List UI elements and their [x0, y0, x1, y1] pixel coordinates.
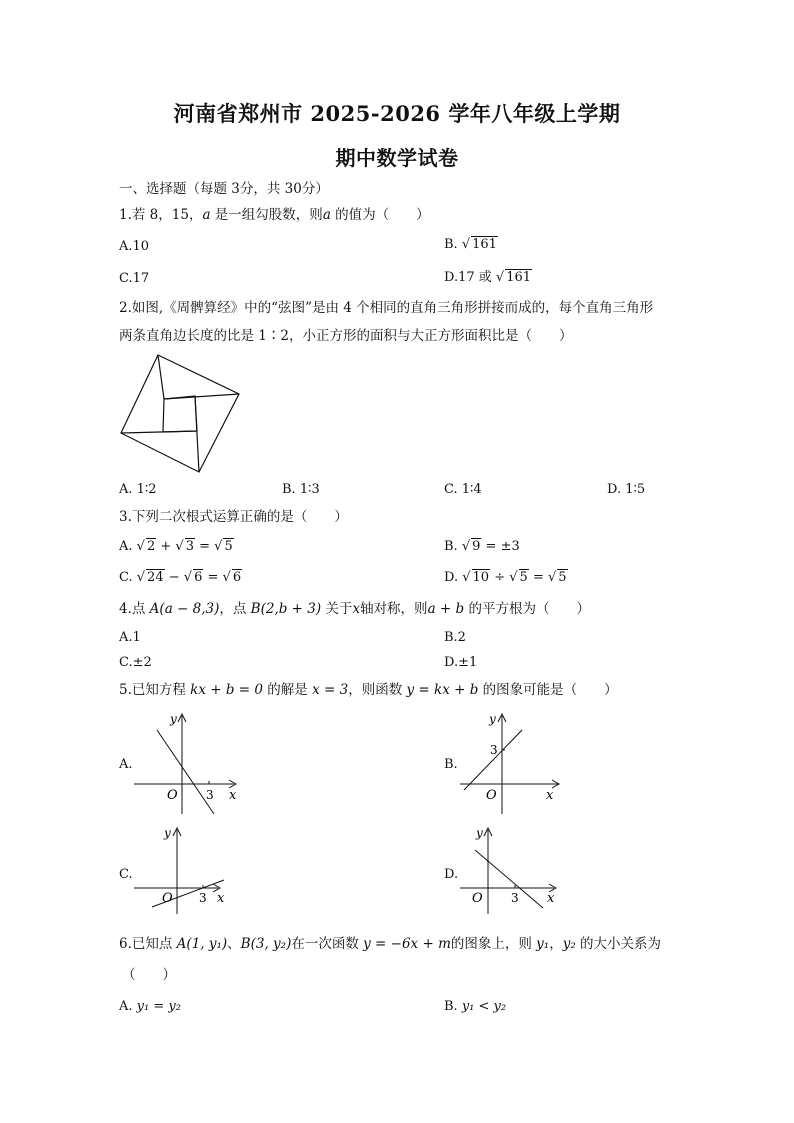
tick-label: 3 [490, 743, 498, 757]
origin-label: O [472, 891, 483, 906]
exam-subtitle: 期中数学试卷 [335, 146, 459, 170]
equation: x = 3 [312, 682, 349, 698]
question-2-stem-line1: 2.如图,《周髀算经》中的“弦图”是由 4 个相同的直角三角形拼接而成的，每个直角三角形 [119, 300, 654, 316]
q1-option-a: A.10 [119, 239, 150, 254]
var-y2: y₂ [562, 936, 576, 952]
y-label: y [170, 712, 177, 726]
q4-text: 4.点 [119, 601, 150, 617]
question-3-stem: 3.下列二次根式运算正确的是（ ） [119, 509, 348, 525]
expression: a + b [427, 601, 465, 617]
function: y = −6x + m [363, 936, 451, 952]
option-label: C. [119, 570, 137, 585]
big-square [121, 355, 239, 472]
q2-option-c: C. 1∶4 [444, 482, 482, 497]
radicand: 161 [506, 270, 532, 285]
q5-graph-d [458, 824, 566, 916]
q1-var: a [202, 207, 211, 223]
operator: ÷ [490, 570, 510, 585]
operator: − [164, 570, 184, 585]
point-a: A(a − 8,3) [149, 601, 220, 617]
equation: y = kx + b [406, 682, 479, 698]
var-y1: y₁ [536, 936, 550, 952]
q6-text: ， [549, 936, 563, 952]
q4-text: 轴对称，则 [360, 601, 428, 617]
option-label: D.17 或 [444, 270, 496, 285]
q5-graph-c [132, 824, 232, 916]
q6-option-b [444, 998, 506, 1016]
q3-option-c: C. √ 24 − √ 6 = √ 6 [119, 570, 242, 585]
function-line [464, 730, 522, 790]
q5-graph-a [132, 710, 244, 818]
origin-label: O [162, 891, 173, 906]
q1-text: 的值为（ ） [330, 207, 430, 223]
radicand: 6 [194, 570, 203, 585]
option-label: B. [444, 539, 462, 554]
y-label: y [164, 826, 171, 840]
q5-option-c-label: C. [119, 867, 133, 882]
question-2-stem-line2: 两条直角边长度的比是 1∶2，小正方形的面积与大正方形面积比是（ ） [119, 328, 573, 344]
q6-text: 、 [227, 936, 241, 952]
q5-option-d-label: D. [444, 867, 459, 882]
point-a: A(1, y₁) [176, 936, 228, 952]
point-b: B(3, y₂) [240, 936, 292, 952]
option-label: D. [444, 570, 463, 585]
section-heading: 一、选择题（每题 3分，共 30分） [119, 181, 329, 197]
operator: = ±3 [481, 539, 520, 554]
q1-option-b: B. √ 161 [444, 237, 497, 252]
y-label: y [489, 712, 496, 726]
triangle-edge [158, 355, 164, 399]
q5-text: 的解是 [263, 682, 313, 698]
q4-text: 的平方根为（ ） [464, 601, 590, 617]
operator: = [203, 570, 223, 585]
q3-option-a: A. √ 2 + √ 3 = √ 5 [119, 539, 233, 554]
question-6-stem-line2: （ ） [122, 967, 176, 983]
option-label: A. [119, 999, 137, 1014]
q5-text: 5.已知方程 [119, 682, 191, 698]
equation: kx + b = 0 [190, 682, 263, 698]
operator: + [156, 539, 176, 554]
q4-option-d: D.±1 [444, 655, 478, 670]
tick-label: 3 [199, 891, 207, 905]
radicand: 10 [472, 570, 490, 585]
option-label: B. [444, 999, 462, 1014]
radicand: 6 [232, 570, 242, 585]
q4-text: ，点 [219, 601, 251, 617]
expression: y₁ = y₂ [136, 999, 181, 1014]
q5-graph-b [458, 710, 570, 818]
expression: y₁ < y₂ [461, 999, 507, 1014]
q2-option-b: B. 1∶3 [282, 482, 320, 497]
tick-label: 3 [206, 788, 214, 802]
q6-option-a [119, 998, 181, 1016]
radicand: 9 [472, 539, 481, 554]
option-label: B. [444, 237, 462, 252]
small-square [163, 396, 197, 432]
question-4-stem [119, 600, 590, 618]
x-label: x [229, 788, 237, 803]
x-label: x [546, 788, 554, 803]
radicand: 5 [558, 570, 567, 585]
radicand: 24 [147, 570, 164, 585]
question-5-stem [119, 681, 618, 699]
radicand: 5 [224, 539, 233, 554]
q3-option-d: D. √ 10 ÷ √ 5 = √ 5 [444, 570, 567, 585]
q6-text: 的图象上，则 [450, 936, 537, 952]
operator: = [528, 570, 548, 585]
q5-option-a-label: A. [119, 757, 133, 772]
q4-option-a: A.1 [119, 630, 141, 645]
option-label: A. [119, 539, 137, 554]
origin-label: O [167, 788, 178, 803]
xian-tu-figure [118, 352, 243, 474]
exam-title: 河南省郑州市 2025-2026 学年八年级上学期 [173, 101, 621, 126]
x-label: x [547, 891, 555, 906]
function-line [475, 850, 543, 908]
q1-text: 是一组勾股数，则 [210, 207, 323, 223]
q4-text: 关于 [321, 601, 353, 617]
q6-text: 的大小关系为 [575, 936, 662, 952]
radicand: 5 [519, 570, 528, 585]
point-b: B(2,b + 3) [250, 601, 322, 617]
q4-option-c: C.±2 [119, 655, 152, 670]
radicand: 161 [472, 237, 497, 252]
q1-var: a [322, 207, 331, 223]
q1-option-d: D.17 或 √ 161 [444, 270, 532, 285]
q2-option-d: D. 1∶5 [607, 482, 646, 497]
q1-text: 1.若 8，15， [119, 207, 203, 223]
origin-label: O [486, 788, 497, 803]
y-label: y [476, 826, 483, 840]
q1-option-c: C.17 [119, 271, 150, 286]
question-1-stem [119, 206, 430, 224]
radicand: 3 [185, 539, 194, 554]
q3-option-b: B. √ 9 = ±3 [444, 539, 520, 554]
axis-var: x [352, 601, 361, 617]
q5-option-b-label: B. [444, 757, 458, 772]
q2-option-a: A. 1∶2 [119, 482, 157, 497]
question-6-stem [119, 935, 661, 953]
q6-text: 6.已知点 [119, 936, 177, 952]
x-label: x [217, 891, 225, 906]
q5-text: 的图象可能是（ ） [478, 682, 618, 698]
operator: = [194, 539, 215, 554]
q4-option-b: B.2 [444, 630, 466, 645]
q6-text: 在一次函数 [291, 936, 364, 952]
radicand: 2 [146, 539, 156, 554]
tick-label: 3 [511, 891, 519, 905]
q5-text: ，则函数 [348, 682, 407, 698]
